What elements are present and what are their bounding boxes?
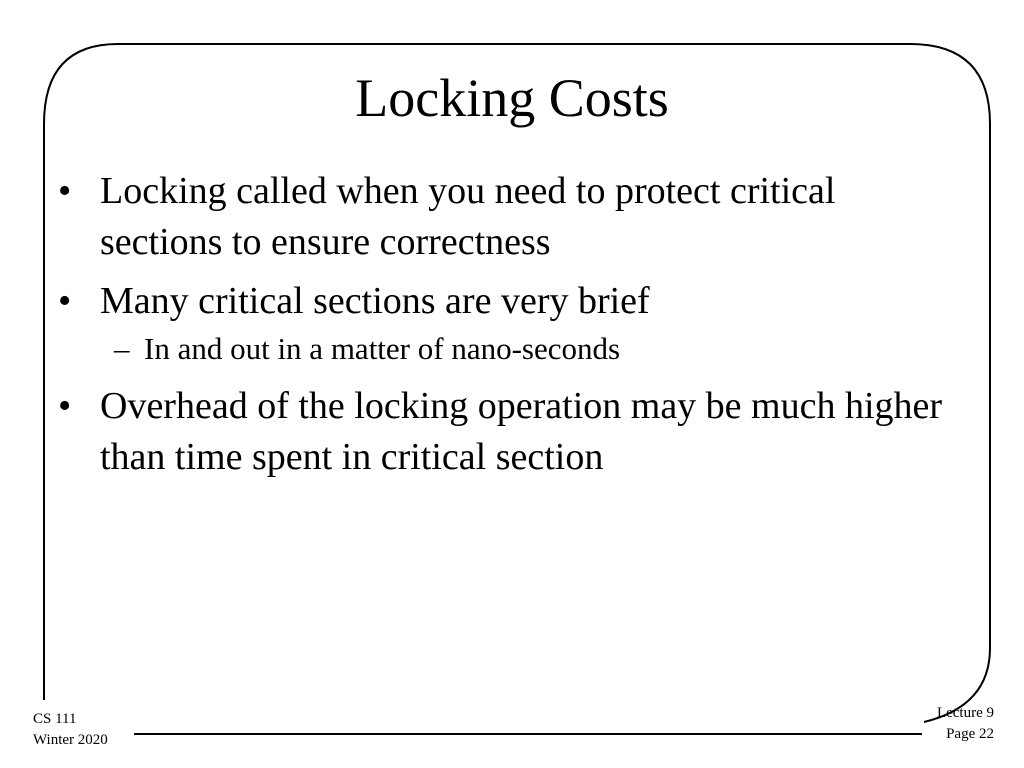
footer-page-info: [937, 703, 994, 745]
lecture-number: Lecture 9: [936, 705, 994, 721]
bullet-text: Overhead of the locking operation may be much higher than time spent in critical section: [100, 385, 943, 478]
bullet-marker: •: [58, 385, 72, 427]
bullet-item: [58, 276, 958, 327]
sub-bullet-marker: –: [114, 331, 130, 366]
bullet-list: [58, 166, 958, 491]
course-name: CS 111: [33, 711, 77, 727]
page-number: Page 22: [946, 726, 994, 742]
bullet-marker: •: [58, 170, 72, 212]
footer-course-info: [33, 709, 108, 751]
bullet-marker: •: [58, 280, 72, 322]
sub-bullet-item: [58, 329, 958, 369]
slide-title: Locking Costs: [355, 68, 669, 128]
course-term: Winter 2020: [33, 732, 108, 748]
sub-bullet-text: In and out in a matter of nano-seconds: [144, 331, 621, 366]
bullet-item: [58, 381, 958, 483]
bullet-text: Locking called when you need to protect critical sections to ensure correctness: [100, 170, 836, 263]
bullet-item: [58, 166, 958, 268]
bullet-text: Many critical sections are very brief: [100, 280, 650, 322]
